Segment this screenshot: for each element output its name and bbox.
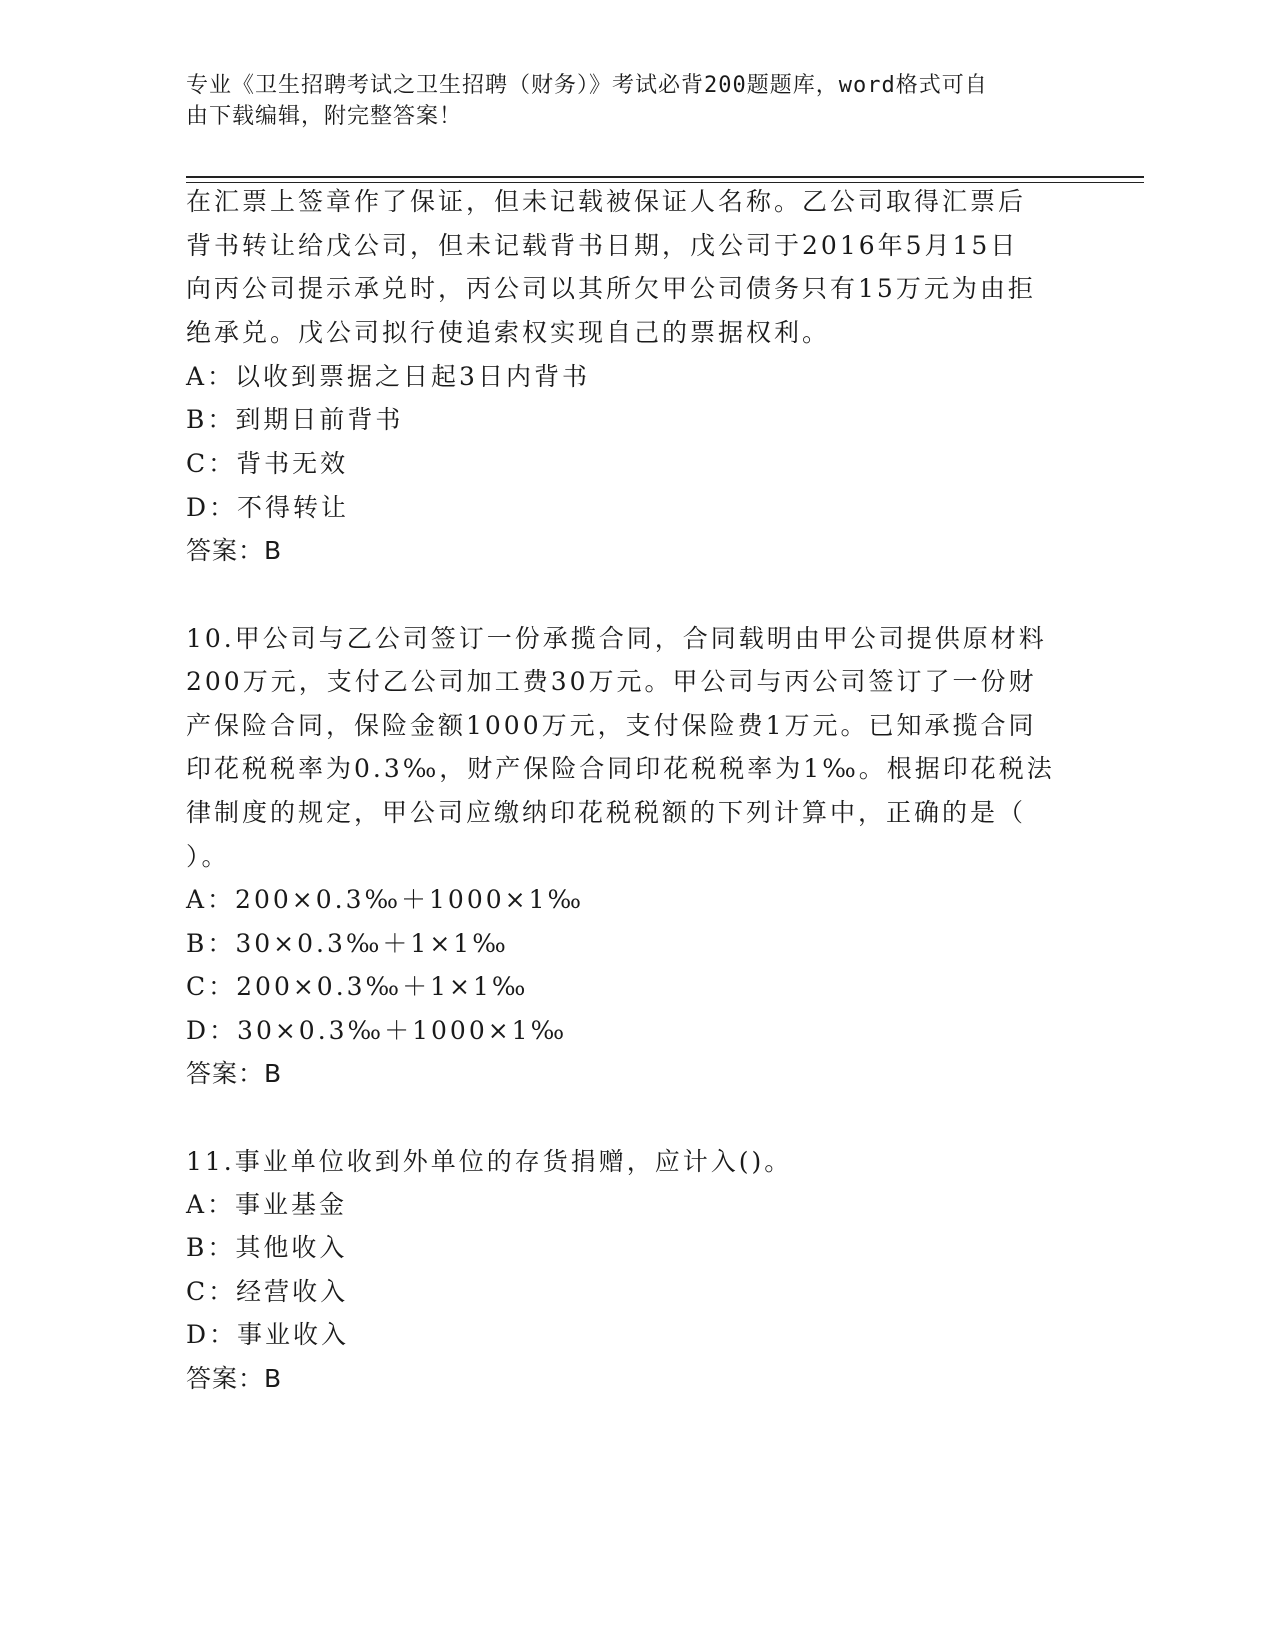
header-divider-thin <box>186 182 1144 183</box>
question-9-answer: 答案：B <box>186 536 283 565</box>
question-10-text-line: 律制度的规定，甲公司应缴纳印花税税额的下列计算中，正确的是（ <box>186 798 1027 827</box>
question-10-answer: 答案：B <box>186 1059 283 1088</box>
question-10-text-line: ）。 <box>186 842 230 871</box>
question-11-option-b: B：其他收入 <box>186 1233 348 1262</box>
question-10-text-line: 产保险合同，保险金额1000万元，支付保险费1万元。已知承揽合同 <box>186 711 1037 740</box>
question-9-text-line: 在汇票上签章作了保证，但未记载被保证人名称。乙公司取得汇票后 <box>186 187 1027 216</box>
question-11-text-line: 11.事业单位收到外单位的存货捐赠，应计入()。 <box>186 1147 793 1176</box>
question-9-option-b: B：到期日前背书 <box>186 405 404 434</box>
question-9-text-line: 向丙公司提示承兑时，丙公司以其所欠甲公司债务只有15万元为由拒 <box>186 274 1036 303</box>
question-10-option-a: A：200×0.3‰＋1000×1‰ <box>186 885 585 914</box>
question-9-option-a: A：以收到票据之日起3日内背书 <box>186 362 590 391</box>
question-10-option-b: B：30×0.3‰＋1×1‰ <box>186 929 509 958</box>
question-11-answer: 答案：B <box>186 1364 283 1393</box>
question-10-text-line: 200万元，支付乙公司加工费30万元。甲公司与丙公司签订了一份财 <box>186 667 1037 696</box>
question-11-option-c: C：经营收入 <box>186 1277 349 1306</box>
header-divider-thick <box>186 176 1144 178</box>
question-11-option-a: A：事业基金 <box>186 1190 348 1219</box>
question-9-option-d: D：不得转让 <box>186 493 350 522</box>
question-10-option-c: C：200×0.3‰＋1×1‰ <box>186 972 529 1001</box>
question-11-option-d: D：事业收入 <box>186 1320 350 1349</box>
header-line-1: 专业《卫生招聘考试之卫生招聘（财务）》考试必背200题题库，word格式可自 <box>186 73 988 98</box>
header-line-2: 由下载编辑，附完整答案！ <box>186 104 463 129</box>
question-9-text-line: 绝承兑。戊公司拟行使追索权实现自己的票据权利。 <box>186 318 831 347</box>
question-10-text-line: 10.甲公司与乙公司签订一份承揽合同，合同载明由甲公司提供原材料 <box>186 624 1047 653</box>
question-9-text-line: 背书转让给戊公司，但未记载背书日期，戊公司于2016年5月15日 <box>186 231 1019 260</box>
question-10-option-d: D：30×0.3‰＋1000×1‰ <box>186 1016 568 1045</box>
question-10-text-line: 印花税税率为0.3‰，财产保险合同印花税税率为1‰。根据印花税法 <box>186 754 1055 783</box>
document-header <box>186 70 1066 132</box>
question-9-option-c: C：背书无效 <box>186 449 349 478</box>
